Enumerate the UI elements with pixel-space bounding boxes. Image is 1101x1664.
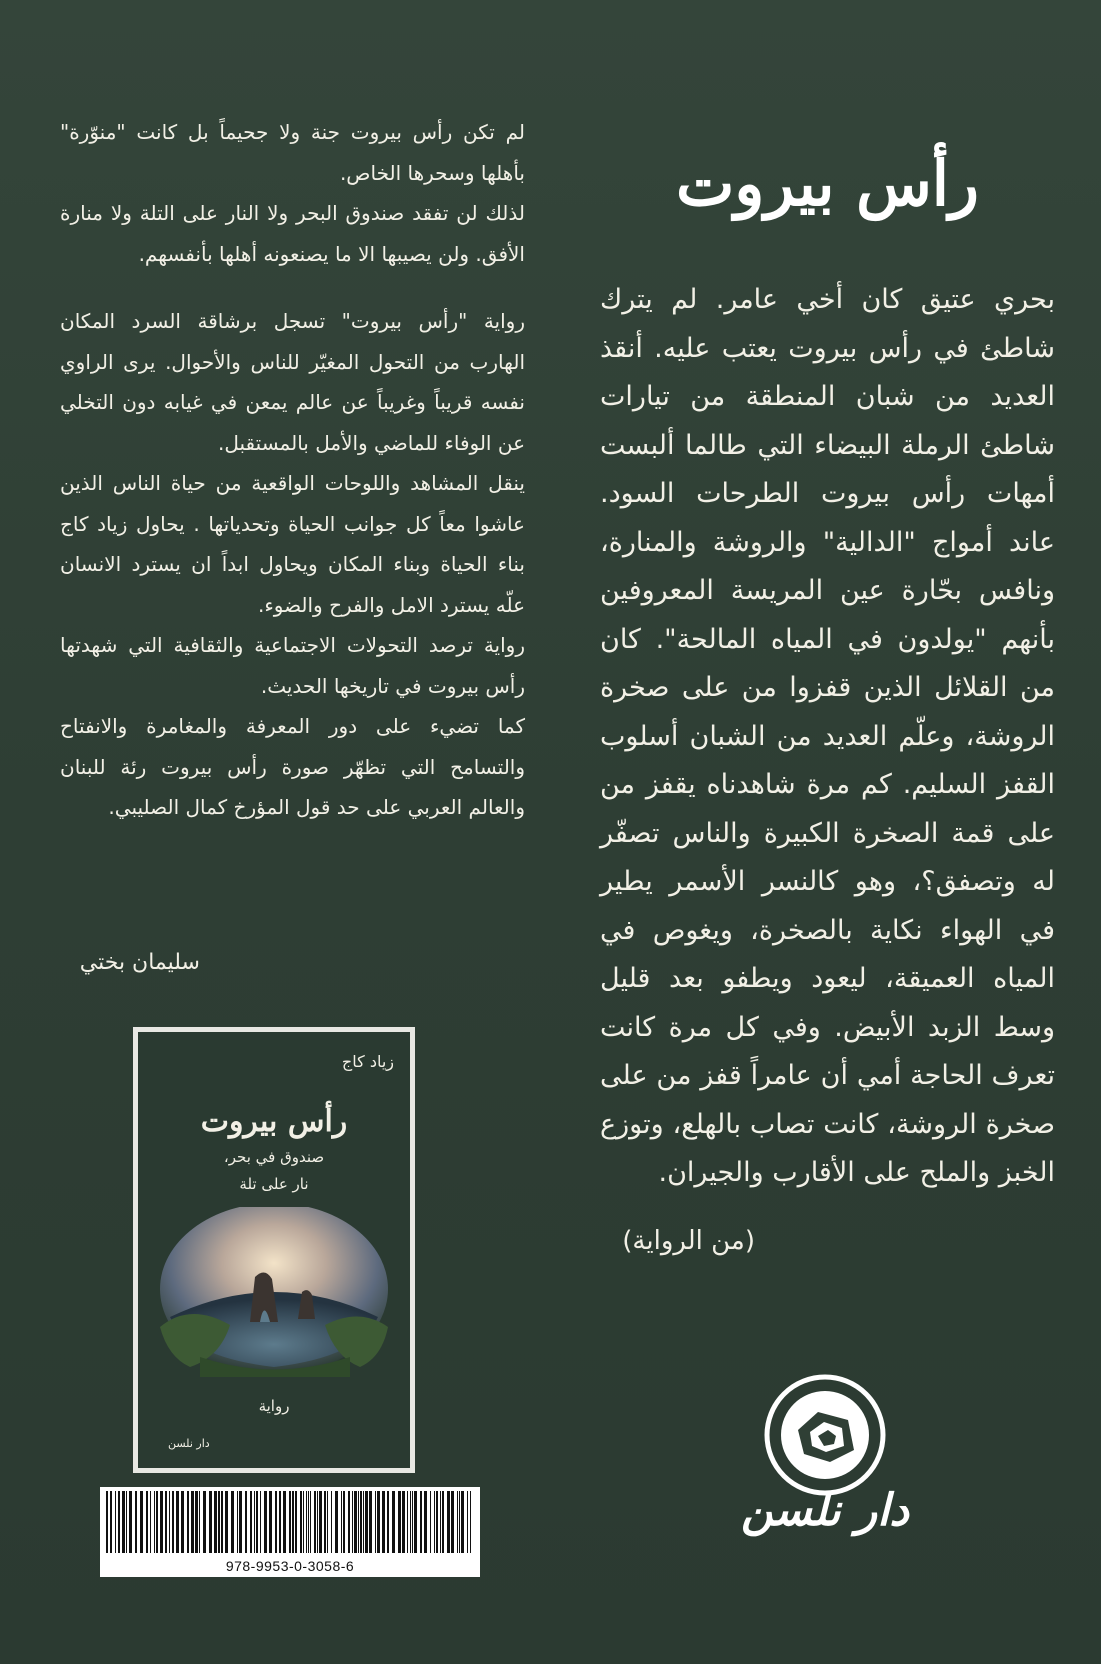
book-title: رأس بيروت	[676, 147, 979, 220]
review-paragraph: كما تضيء على دور المعرفة والمغامرة والانفتاح والتسامح التي تظهّر صورة رأس بيروت رئة للبنان والعالم العربي على حد قول المؤرخ كمال الصليبي.	[60, 714, 525, 819]
isbn-number: 978-9953-0-3058-6	[225, 1558, 355, 1574]
review-signature: سليمان بختي	[79, 950, 200, 975]
publisher-name: دار نلسن	[741, 1485, 909, 1536]
review-paragraph: ينقل المشاهد واللوحات الواقعية من حياة الناس الذين عاشوا معاً كل جوانب الحياة وتحدياتها . يحاول زياد كاج بناء الحياة وبناء المكان ويحاول ابداً ان يسترد الانسان علّه يسترد الامل والفرح والضوء.	[60, 471, 525, 617]
excerpt-source: (من الرواية)	[622, 1225, 755, 1256]
review-paragraph: رواية ترصد التحولات الاجتماعية والثقافية التي شهدتها رأس بيروت في تاريخها الحديث.	[60, 633, 525, 698]
front-cover-thumbnail	[133, 1027, 415, 1473]
thumbnail-subtitle: نار على تلة	[239, 1175, 309, 1193]
thumbnail-author: زياد كاج	[341, 1052, 394, 1071]
isbn-barcode	[100, 1487, 480, 1577]
review-column	[60, 112, 525, 828]
review-paragraph: لذلك لن تفقد صندوق البحر ولا النار على التلة ولا منارة الأفق. ولن يصيبها الا ما يصنعونه أهلها بأنفسهم.	[60, 201, 525, 266]
thumbnail-subtitle: صندوق في بحر،	[223, 1148, 325, 1166]
thumbnail-publisher: دار نلسن	[168, 1437, 210, 1450]
barcode-bars	[100, 1487, 480, 1557]
thumbnail-title: رأس بيروت	[200, 1104, 348, 1139]
thumbnail-genre: رواية	[258, 1397, 290, 1415]
review-paragraph: رواية "رأس بيروت" تسجل برشاقة السرد المكان الهارب من التحول المغيّر للناس والأحوال. يرى الراوي نفسه قريباً وغريباً عن عالم يمعن في غيابه دون التخلي عن الوفاء للماضي والأمل بالمستقبل.	[60, 309, 525, 455]
raouche-rock-photo	[160, 1207, 388, 1377]
review-paragraph: لم تكن رأس بيروت جنة ولا جحيماً بل كانت "منوّرة" بأهلها وسحرها الخاص.	[60, 120, 525, 185]
excerpt-column	[600, 147, 1055, 1256]
publisher-logo-icon	[760, 1370, 890, 1500]
novel-excerpt: بحري عتيق كان أخي عامر. لم يترك شاطئ في رأس بيروت يعتب عليه. أنقذ العديد من شبان المنطقة من تيارات شاطئ الرملة البيضاء التي طالما ألبست أمهات رأس بيروت الطرحات السود. عاند أمواج "الدالية" والروشة والمنارة، ونافس بحّارة عين المريسة المعروفين بأنهم "يولدون في المياه المالحة". كان من القلائل الذين قفزوا من على صخرة الروشة، وعلّم العديد من الشبان أسلوب القفز السليم. كم مرة شاهدناه يقفز من على قمة الصخرة الكبيرة والناس تصفّر له وتصفق؟، وهو كالنسر الأسمر يطير في الهواء نكاية بالصخرة، ويغوص في المياه العميقة، ليعود ويطفو بعد قليل وسط الزبد الأبيض. وفي كل مرة كانت تعرف الحاجة أمي أن عامراً قفز من على صخرة الروشة، كانت تصاب بالهلع، وتوزع الخبز والملح على الأقارب والجيران.	[600, 284, 1055, 1189]
